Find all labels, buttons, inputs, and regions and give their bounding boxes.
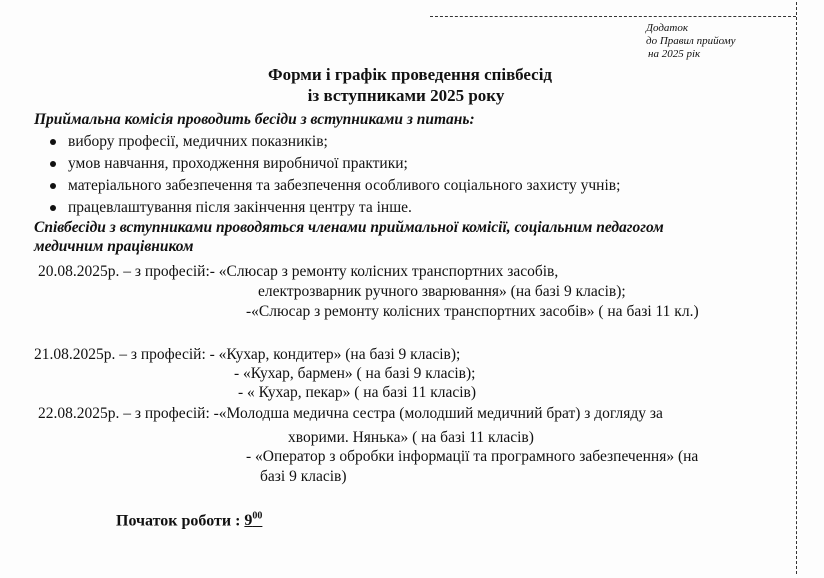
annex-line: до Правил прийому — [646, 35, 736, 47]
annex-line: на 2025 рік — [648, 48, 701, 60]
schedule-line: базі 9 класів) — [260, 468, 347, 485]
list-item: працевлаштування після закінчення центру та інше. — [48, 197, 620, 219]
conductors-line: Співбесіди з вступниками проводяться членами приймальної комісії, соціальним педагогом — [34, 219, 664, 236]
schedule-line: хворими. Нянька» ( на базі 11 класів) — [288, 429, 534, 446]
intro-heading: Приймальна комісія проводить бесіди з вступниками з питань: — [34, 111, 475, 128]
conductors-line: медичним працівником — [34, 238, 194, 255]
schedule-line: - « Кухар, пекар» ( на базі 11 класів) — [238, 384, 477, 401]
list-item: вибору професії, медичних показників; — [48, 131, 620, 153]
annex-line: Додаток — [646, 22, 689, 34]
topics-list — [48, 131, 620, 219]
list-item: умов навчання, проходження виробничої практики; — [48, 153, 620, 175]
schedule-line: -«Слюсар з ремонту колісних транспортних засобів» ( на базі 11 кл.) — [246, 303, 699, 320]
annex-note — [646, 22, 736, 61]
schedule-line: електрозварник ручного зварювання» (на базі 9 класів); — [258, 283, 626, 300]
schedule-day-2: 21.08.2025р. – з професій: - «Кухар, кондитер» (на базі 9 класів); — [34, 346, 461, 363]
dashed-border-top — [430, 16, 796, 17]
start-time — [116, 507, 262, 531]
schedule-day-1: 20.08.2025р. – з професій:- «Слюсар з ремонту колісних транспортних засобів, — [38, 263, 559, 280]
schedule-line: - «Кухар, бармен» ( на базі 9 класів); — [234, 365, 476, 382]
start-label: Початок роботи : — [116, 512, 245, 530]
list-item: матеріального забезпечення та забезпечення особливого соціального захисту учнів; — [48, 175, 620, 197]
start-hour: 9 — [244, 512, 253, 530]
document-title: Форми і графік проведення співбесід — [267, 65, 553, 84]
schedule-day-3: 22.08.2025р. – з професій: -«Молодша медична сестра (молодший медичний брат) з догляду за — [38, 405, 663, 422]
schedule-line: - «Оператор з обробки інформації та програмного забезпечення» (на — [246, 448, 699, 465]
document-title-line2: із вступниками 2025 року — [307, 86, 505, 105]
start-time-value — [244, 512, 262, 529]
start-minutes: 00 — [252, 511, 263, 522]
